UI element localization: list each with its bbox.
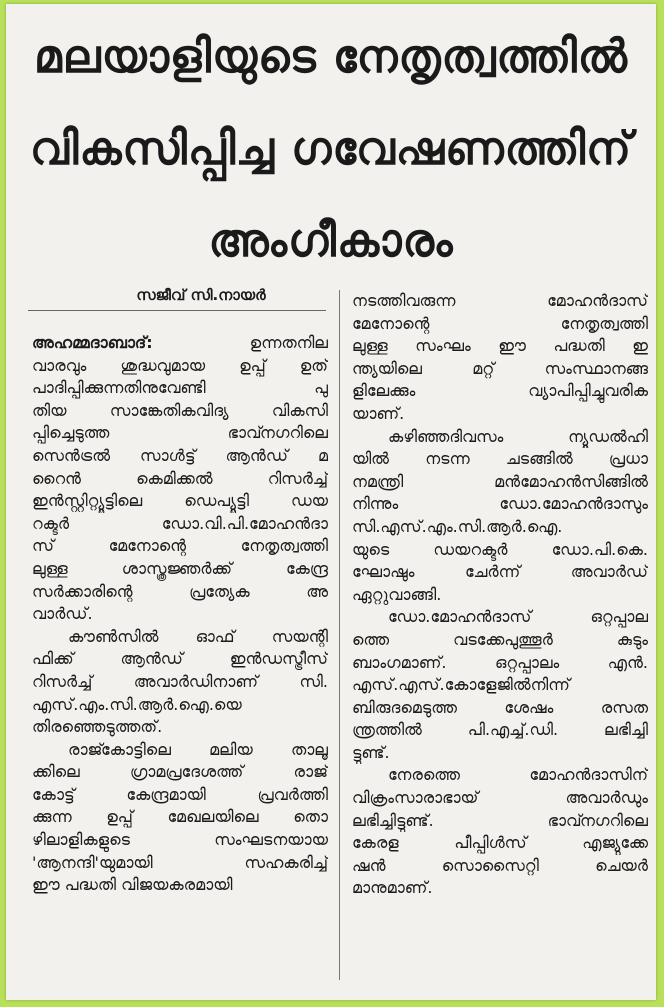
article-line: സെൻട്രൽ സാൾട്ട് ആൻഡ് മ xyxy=(32,445,328,465)
article-line xyxy=(32,332,328,355)
article-line: നമന്ത്രി മൻമോഹൻസിങ്ങിൽ xyxy=(352,471,648,491)
article-line: ഏറ്റുവാങ്ങി. xyxy=(352,584,442,604)
article-line: മാനുമാണ്. xyxy=(352,878,433,898)
article-column-right xyxy=(352,290,648,900)
article-line: എസ്.എസ്.കോളേജിൽനിന്ന് xyxy=(352,675,570,695)
article-line: 'ആനന്ദി'യുമായി സഹകരിച്ച് xyxy=(32,852,328,872)
article-line: നടത്തിവരുന്ന മോഹൻദാസ് xyxy=(352,291,648,310)
article-line: ന്ത്യയിലെ മറ്റ് സംസ്ഥാനങ്ങ xyxy=(352,358,648,378)
article-line: തിയ സാങ്കേതികവിദ്യ വികസി xyxy=(32,400,328,420)
article-line: ന്ത്രത്തിൽ പി.എച്ച്.ഡി. ലഭിച്ചി xyxy=(352,720,648,740)
article-line: ഴിലാളികളുടെ സംഘടനയായ xyxy=(32,830,328,850)
article-line: റിസർച്ച് അവാർഡിനാണ് സി. xyxy=(32,671,328,691)
article-line: ഫിക്ക് ആൻഡ് ഇൻഡസ്ട്രീസ് xyxy=(32,649,328,669)
article-line: ളിലേക്കും വ്യാപിപ്പിച്ചുവരിക xyxy=(352,381,648,401)
paragraph xyxy=(352,290,648,426)
article-line: കഴിഞ്ഞദിവസം ന്യൂഡൽഹി xyxy=(388,426,648,446)
headline-line: അംഗീകാരം xyxy=(208,213,454,267)
byline: സജീവ് സി.നായർ xyxy=(136,286,266,304)
paragraph xyxy=(32,626,328,739)
article-line: ലുള്ള ശാസ്ത്രജ്ഞർക്ക് കേന്ദ്ര xyxy=(32,558,328,578)
article-line: സി.എസ്.എം.സി.ആർ.ഐ. xyxy=(352,516,563,536)
article-line: നേരത്തെ മോഹൻദാസിന് xyxy=(388,765,648,785)
article-line: പ്പിച്ചെടുത്ത ഭാവ്നഗറിലെ xyxy=(32,423,328,443)
article-line: ക്കിലെ ഗ്രാമപ്രദേശത്ത് രാജ് xyxy=(32,762,328,782)
article-line: റൈൻ കെമിക്കൽ റിസർച്ച് xyxy=(32,468,328,488)
article-line: ഡോ.മോഹൻദാസ് ഒറ്റപ്പാല xyxy=(388,607,648,627)
article-line: ഈ പദ്ധതി വിജയകരമായി xyxy=(32,875,233,895)
headline xyxy=(19,10,643,286)
article-line: എസ്.എം.സി.ആർ.ഐ.യെ xyxy=(32,694,242,714)
article-line: രാജ്കോട്ടിലെ മലിയ താലൂ xyxy=(68,739,328,759)
article-line: വാരവും ശുദ്ധവുമായ ഉപ്പ് ഉത് xyxy=(32,355,328,375)
article-line: റക്ടർ ഡോ.വി.പി.മോഹൻദാ xyxy=(32,513,328,533)
article-line: വാർഡ്. xyxy=(32,604,93,624)
newspaper-clipping xyxy=(6,4,656,1000)
article-column-left xyxy=(32,332,328,897)
article-line: യുടെ ഡയറക്ടർ ഡോ.പി.കെ. xyxy=(352,539,648,559)
article-line: ത്തെ വടക്കേപുത്തൂർ കുടും xyxy=(352,629,648,649)
paragraph xyxy=(352,426,648,607)
headline-line: മലയാളിയുടെ നേതൃത്വത്തിൽ xyxy=(34,29,628,83)
article-line: ലുള്ള സംഘം ഈ പദ്ധതി ഇ xyxy=(352,336,648,356)
article-line: പാദിപ്പിക്കുന്നതിനുവേണ്ടി പു xyxy=(32,378,328,398)
dateline: അഹമ്മദാബാദ്: xyxy=(32,333,153,352)
paragraph xyxy=(352,606,648,764)
paragraph xyxy=(32,355,328,626)
article-line: യാണ്. xyxy=(352,403,405,423)
article-line: നിന്നും ഡോ.മോഹൻദാസും xyxy=(352,494,648,514)
article-line: യിൽ നടന്ന ചടങ്ങിൽ പ്രധാ xyxy=(352,449,648,469)
column-divider xyxy=(339,290,340,980)
article-line: കേരള പീപ്പിൾസ് എജ്യുക്കേ xyxy=(352,833,648,853)
article-line: തിരഞ്ഞെടുത്തത്. xyxy=(32,717,163,737)
article-line: ഇൻസ്റ്റിറ്റ്യൂട്ടിലെ ഡെപ്യൂട്ടി ഡയ xyxy=(32,491,328,511)
paragraph xyxy=(32,739,328,897)
article-line: സർക്കാരിന്റെ പ്രത്യേക അ xyxy=(32,581,328,601)
article-line: ട്ടുണ്ട്. xyxy=(352,742,390,762)
article-line: ഷൻ സൊസൈറ്റി ചെയർ xyxy=(352,855,648,875)
article-line: ലഭിച്ചിട്ടുണ്ട്. ഭാവ്നഗറിലെ xyxy=(352,810,648,830)
paragraph xyxy=(352,764,648,900)
headline-line: വികസിപ്പിച്ച ഗവേഷണത്തിന് xyxy=(30,121,632,175)
article-line: കോട്ട് കേന്ദ്രമായി പ്രവർത്തി xyxy=(32,784,328,804)
article-line: ഘോഷും ചേർന്ന് അവാർഡ് xyxy=(352,562,648,582)
article-line: മേനോന്റെ നേതൃത്വത്തി xyxy=(352,313,648,333)
article-line: വിക്രംസാരാഭായ് അവാർഡും xyxy=(352,788,648,808)
article-line: സ് മേനോന്റെ നേതൃത്വത്തി xyxy=(32,536,328,556)
article-text: ഉന്നതനില xyxy=(249,333,328,352)
article-line: കൗൺസിൽ ഓഫ് സയന്റി xyxy=(68,626,328,646)
article-line: ബാംഗമാണ്. ഒറ്റപ്പാലം എൻ. xyxy=(352,652,648,672)
byline-rule xyxy=(28,310,326,311)
article-line: ബിരുദമെടുത്ത ശേഷം രസത xyxy=(352,697,648,717)
article-line: ക്കുന്ന ഉപ്പ് മേഖലയിലെ തൊ xyxy=(32,807,328,827)
